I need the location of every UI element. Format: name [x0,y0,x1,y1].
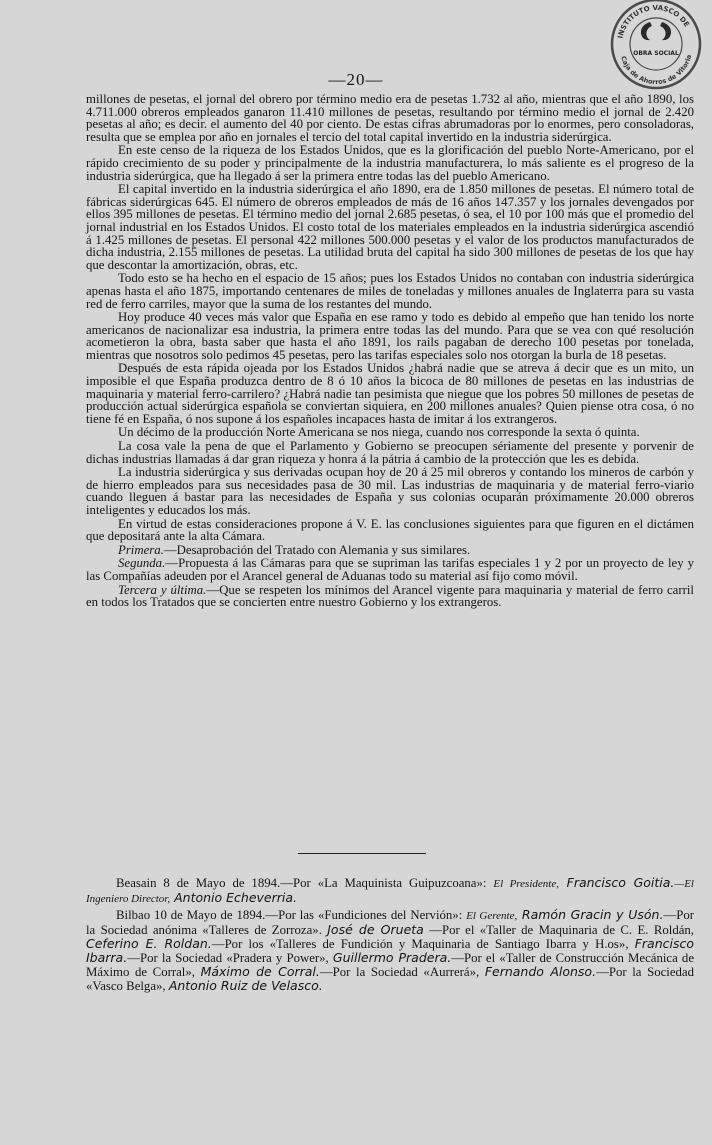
signature-text: —Por el «Taller de Construcción Mecánica de Máximo de Corral», [86,951,695,979]
signature-text: Bilbao 10 de Mayo de 1894.—Por las «Fundiciones del Nervión»: [116,908,467,922]
signature-text: —Por la Sociedad anónima «Talleres de Zorroza». [86,908,694,937]
conclusion-label: Tercera y última. [118,582,207,597]
signature-name: Guillermo Pradera. [332,950,452,965]
signature-title: El Gerente, [466,910,518,922]
page-number: —20— [328,70,384,89]
paragraph: La cosa vale la pena de que el Parlamento y Gobierno se preocupen sériamente del presente y porvenir de dichas industrias llamadas á dar gran riqueza y honra á la pátria á cambio de la protección que les es debida. [86,439,694,466]
paragraph: Hoy produce 40 veces más valor que España en ese ramo y todo es debido al empeño que han tenido los norte americanos de nacionalizar esa industria, la primera entre todas las del mundo. Para que se vea con qué resolución acometieron la obra, basta saber que hasta el año 1891, los rails pagaban de derecho 100 pesetas por tonelada, mientras que nosotros solo pedimos 45 pesetas, pero las tarifas especiales solo nos otorgan la burla de 18 pesetas. [86,310,694,362]
signature-text: —Por los «Talleres de Fundición y Maquinaria de Santiago Ibarra y H.os», [211,937,635,951]
conclusion-item [86,544,694,557]
signature-name: Antonio Echeverria. [170,890,297,905]
conclusion-item [86,557,694,582]
signature-name: Ramón Gracin y Usón. [517,907,664,922]
signatures-block [86,876,694,995]
signature-name: Máximo de Corral. [200,964,320,979]
paragraph: Después de esta rápida ojeada por los Estados Unidos ¿habrá nadie que se atreva á decir que es un mito, un imposible el que España produzca dentro de 8 ó 10 años la bicoca de 80 millones de pesetas en las industrias de maquinaria y material ferro-carrilero? ¿Habrá nadie tan pesimista que niegue que los pobres 50 millones de pesetas de producción actual siderúrgica española se conviertan siquiera, en 200 millones anuales? Quien piense otra cosa, ó no tiene fé en España, ó nos supone á los españoles incapaces hasta de imitar á los extrangeros. [86,361,694,426]
conclusion-item [86,584,694,609]
signature-name: Ceferino E. Roldan. [86,936,212,951]
conclusion-text: —Que se respeten los mínimos del Arancel vigente para maquinaria y material de ferro carril en todos los Tratados que se concierten entre nuestro Gobierno y los extrangeros. [86,582,694,610]
signature-name: Antonio Ruiz de Velasco. [168,978,323,993]
signature-text: —Por la Sociedad «Pradera y Power», [127,951,333,965]
paragraph: El capital invertido en la industria siderúrgica el año 1890, era de 1.850 millones de pesetas. El número total de fábricas siderúrgicas 645. El número de obreros empleados de más de 16 años 147.357 y los jornales devengados por ellos 395 millones de pesetas. El término medio del jornal 2.685 pesetas, ó sea, el 10 por 100 más que el promedio del jornal industrial en los Estados Unidos. El costo total de los materiales empleados en la industria siderúrgica ascendió á 1.425 millones de pesetas. El personal 422 millones 500.000 pesetas y el valor de los productos manufacturados de dicha industria, 2.155 millones de pesetas. La utilidad bruta del capital ha sido 300 millones de pesetas de los que hay que descontar la amortización, obras, etc. [86,182,694,272]
signature-name: José de Orueta [327,922,424,937]
conclusion-label: Segunda. [118,556,166,571]
signature-name: Francisco Ibarra. [86,936,694,965]
signature-text: —Por el «Taller de Maquinaria de C. E. Roldán, [423,923,694,937]
signature-name: Francisco Goitia. [558,875,675,890]
conclusion-text: —Propuesta á las Cámaras para que se supriman las tarifas especiales 1 y 2 por un proyecto de ley y las Compañías adeuden por el Arancel general de Aduanas todo su material así fijo como móvil. [86,556,694,583]
paragraph: En virtud de estas consideraciones propone á V. E. las conclusiones siguientes para que figuren en el dictámen que depositará ante la alta Cámara. [86,516,694,544]
paragraph: La industria siderúrgica y sus derivadas ocupan hoy de 20 á 25 mil obreros y contando los mineros de carbón y de hierro empleados para sus necesidades pasa de 30 mil. Las industrias de maquinaria y de material ferro-viario cuando lleguen á bastar para las necesidades de España y sus colonias ocuparán próximamente 20.000 obreros inteligentes y educados los más. [86,465,694,517]
paragraph: Un décimo de la producción Norte Americana se nos niega, cuando nos corresponde la sexta ó quinta. [118,425,640,440]
signature-title: —El Ingeniero Director, [86,878,694,905]
conclusion-label: Primera. [118,542,164,557]
signature-text: —Por la Sociedad «Aurrerá», [319,965,485,979]
signature-text: Beasain 8 de Mayo de 1894.—Por «La Maquinista Guipuzcoana»: [116,876,494,890]
signature-name: Fernando Alonso. [484,964,597,979]
paragraph: millones de pesetas, el jornal del obrero por término medio era de pesetas 1.732 al año, mientras que el año 1890, los 4.711.000 obreros empleados ganaron 11.410 millones de pesetas, resultando por término medio el jornal de 2.420 pesetas al año; es decir. el aumento del 40 por ciento. De estas cifras abrumadoras por lo enormes, pero consoladoras, resulta que se emplea por año en jornales el tercio del total capital invertido en la industria siderúrgica. [86,92,694,144]
signature-title: El Presidente, [493,878,559,890]
stamp-bottom-text: Caja de Ahorros de Vitoria [619,53,694,87]
conclusion-text: —Desaprobación del Tratado con Alemania y sus similares. [163,542,471,557]
body-text [86,93,694,610]
signature-bilbao [86,908,694,993]
section-divider [298,853,426,854]
paragraph: Todo esto se ha hecho en el espacio de 15 años; pues los Estados Unidos no contaban con industria siderúrgica apenas hasta el año 1875, importando centenares de miles de toneladas y millones anuales de Inglaterra para su vasta red de ferro carriles, mayor que la suma de los restantes del mundo. [86,271,694,311]
stamp-center-text: OBRA SOCIAL [633,50,679,57]
signature-beasain [86,876,694,906]
stamp-top-text: INSTITUTO VASCO DE [616,3,691,40]
signature-text: —Por la Sociedad «Vasco Belga», [86,965,695,993]
paragraph: En este censo de la riqueza de los Estados Unidos, que es la glorificación del pueblo Norte-Americano, por el rápido crecimiento de su poder y principalmente de la industria manufacturera, lo más saliente es el progreso de la industria siderúrgica, que ha llegado á ser la primera entre todas las del pueblo Americano. [86,143,694,183]
